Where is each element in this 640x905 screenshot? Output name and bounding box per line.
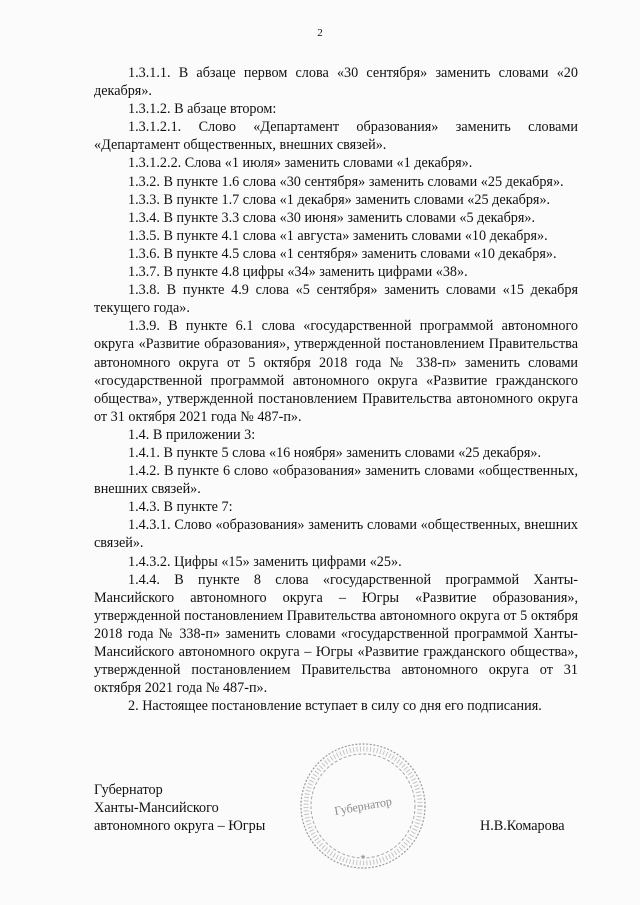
paragraph-2: 2. Настоящее постановление вступает в силу со дня его подписания. bbox=[128, 698, 542, 715]
paragraph-1-4: 1.4. В приложении 3: bbox=[128, 426, 256, 443]
paragraph-1-4-1: 1.4.1. В пункте 5 слова «16 ноября» заменить словами «25 декабря». bbox=[128, 444, 541, 461]
signatory-name: Н.В.Комарова bbox=[480, 818, 565, 834]
signatory-position-line-3: автономного округа – Югры bbox=[94, 818, 266, 835]
signatory-position-line-1: Губернатор bbox=[94, 782, 163, 798]
paragraph-1-3-2: 1.3.2. В пункте 1.6 слова «30 сентября» заменить словами «25 декабря». bbox=[128, 173, 564, 190]
signatory-position bbox=[94, 781, 265, 836]
paragraph-1-3-1-1: 1.3.1.1. В абзаце первом слова «30 сентября» заменить словами «20 декабря». bbox=[94, 65, 578, 100]
paragraph-1-3-3: 1.3.3. В пункте 1.7 слова «1 декабря» заменить словами «25 декабря». bbox=[128, 191, 551, 208]
paragraph-1-4-3-2: 1.4.3.2. Цифры «15» заменить цифрами «25». bbox=[128, 553, 402, 570]
page-number: 2 bbox=[317, 27, 323, 39]
paragraph-1-3-4: 1.3.4. В пункте 3.3 слова «30 июня» заменить словами «5 декабря». bbox=[128, 209, 536, 226]
stamp-inner-text: Губернатор bbox=[333, 794, 393, 818]
paragraph-1-3-5: 1.3.5. В пункте 4.1 слова «1 августа» заменить словами «10 декабря». bbox=[128, 227, 548, 244]
document-body bbox=[94, 64, 578, 715]
paragraph-1-3-8: 1.3.8. В пункте 4.9 слова «5 сентября» заменить словами «15 декабря текущего года». bbox=[94, 282, 578, 317]
paragraph-1-3-1-2-1: 1.3.1.2.1. Слово «Департамент образования» заменить словами «Департамент общественных, внешних связей». bbox=[94, 119, 578, 154]
paragraph-1-3-6: 1.3.6. В пункте 4.5 слова «1 сентября» заменить словами «10 декабря». bbox=[128, 245, 557, 262]
paragraph-1-4-3: 1.4.3. В пункте 7: bbox=[128, 499, 233, 516]
paragraph-1-3-9: 1.3.9. В пункте 6.1 слова «государственной программой автономного округа «Развитие образования», утвержденной постановлением Правительства автономного округа от 5 октября 2018 года № 338-п» заменить словами «государственной программой автономного округа «Развитие гражданского общества», утвержденной постановлением Правительства автономного округа от 31 октября 2021 года № 487-п». bbox=[94, 318, 578, 425]
paragraph-1-3-1-2: 1.3.1.2. В абзаце втором: bbox=[128, 101, 277, 118]
paragraph-1-4-2: 1.4.2. В пункте 6 слово «образования» заменить словами «общественных, внешних связей». bbox=[94, 463, 578, 498]
paragraph-1-3-7: 1.3.7. В пункте 4.8 цифры «34» заменить цифрами «38». bbox=[128, 264, 468, 281]
signatory-position-line-2: Ханты-Мансийского bbox=[94, 800, 219, 817]
paragraph-1-4-3-1: 1.4.3.1. Слово «образования» заменить словами «общественных, внешних связей». bbox=[94, 517, 578, 552]
paragraph-1-4-4: 1.4.4. В пункте 8 слова «государственной программой Ханты-Мансийского автономного округа – Югры «Развитие образования», утвержденной постановлением Правительства автономного округа от 5 октября 2018 года № 338-п» заменить словами «государственной программой Ханты-Мансийского автономного округа – Югры «Развитие гражданского общества», утвержденной постановлением Правительства автономного округа от 31 октября 2021 года № 487-п». bbox=[94, 571, 578, 697]
stamp-star-icon: ★ bbox=[359, 853, 367, 861]
paragraph-1-3-1-2-2: 1.3.1.2.2. Слова «1 июля» заменить словами «1 декабря». bbox=[128, 155, 473, 172]
official-stamp bbox=[297, 740, 429, 872]
